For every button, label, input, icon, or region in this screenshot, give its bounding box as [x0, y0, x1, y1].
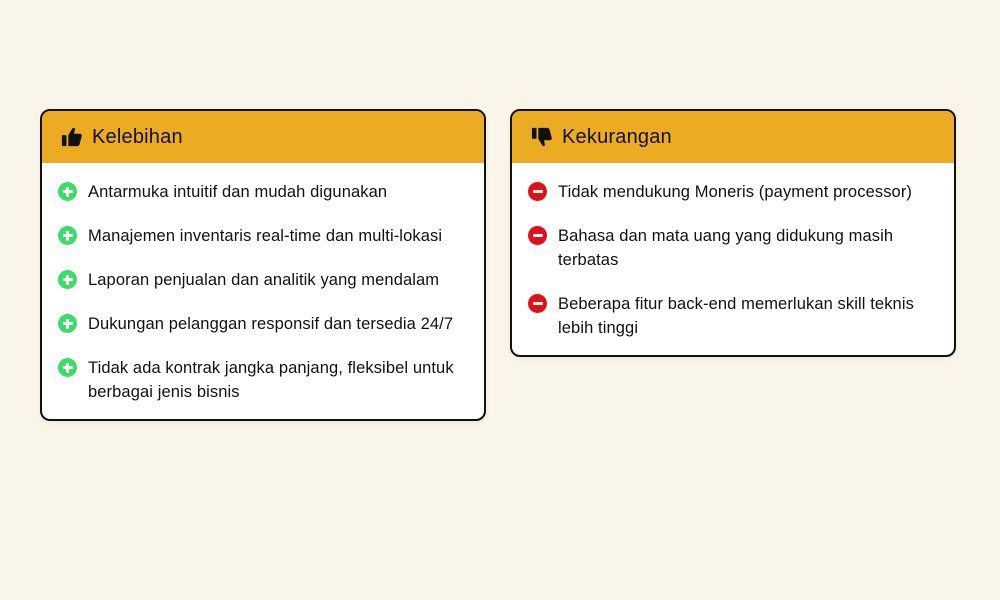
minus-circle-icon [528, 294, 547, 313]
pros-header [42, 111, 484, 163]
pros-title: Kelebihan [92, 125, 183, 148]
list-item [528, 224, 930, 272]
list-item [58, 356, 460, 404]
plus-circle-icon [58, 358, 77, 377]
minus-circle-icon [528, 182, 547, 201]
cons-title: Kekurangan [562, 125, 672, 148]
pros-item-text: Dukungan pelanggan responsif dan tersedia 24/7 [88, 315, 454, 333]
list-item [528, 180, 930, 204]
pros-item-text: Antarmuka intuitif dan mudah digunakan [88, 183, 388, 201]
plus-circle-icon [58, 314, 77, 333]
pros-list [42, 163, 484, 419]
thumbs-up-icon [61, 126, 83, 148]
list-item [528, 292, 930, 340]
cons-item-text: Bahasa dan mata uang yang didukung masih terbatas [558, 227, 894, 269]
cons-item-text: Tidak mendukung Moneris (payment processor) [558, 183, 913, 201]
plus-circle-icon [58, 226, 77, 245]
cons-header [512, 111, 954, 163]
plus-circle-icon [58, 182, 77, 201]
minus-circle-icon [528, 226, 547, 245]
pros-item-text: Tidak ada kontrak jangka panjang, fleksibel untuk berbagai jenis bisnis [88, 359, 454, 401]
pros-item-text: Manajemen inventaris real-time dan multi-lokasi [88, 227, 443, 245]
list-item [58, 180, 460, 204]
thumbs-down-icon [531, 126, 553, 148]
pros-card [40, 109, 486, 421]
plus-circle-icon [58, 270, 77, 289]
cons-list [512, 163, 954, 355]
list-item [58, 224, 460, 248]
pros-item-text: Laporan penjualan dan analitik yang mendalam [88, 271, 440, 289]
list-item [58, 268, 460, 292]
cons-item-text: Beberapa fitur back-end memerlukan skill teknis lebih tinggi [558, 295, 914, 337]
cons-card [510, 109, 956, 357]
list-item [58, 312, 460, 336]
